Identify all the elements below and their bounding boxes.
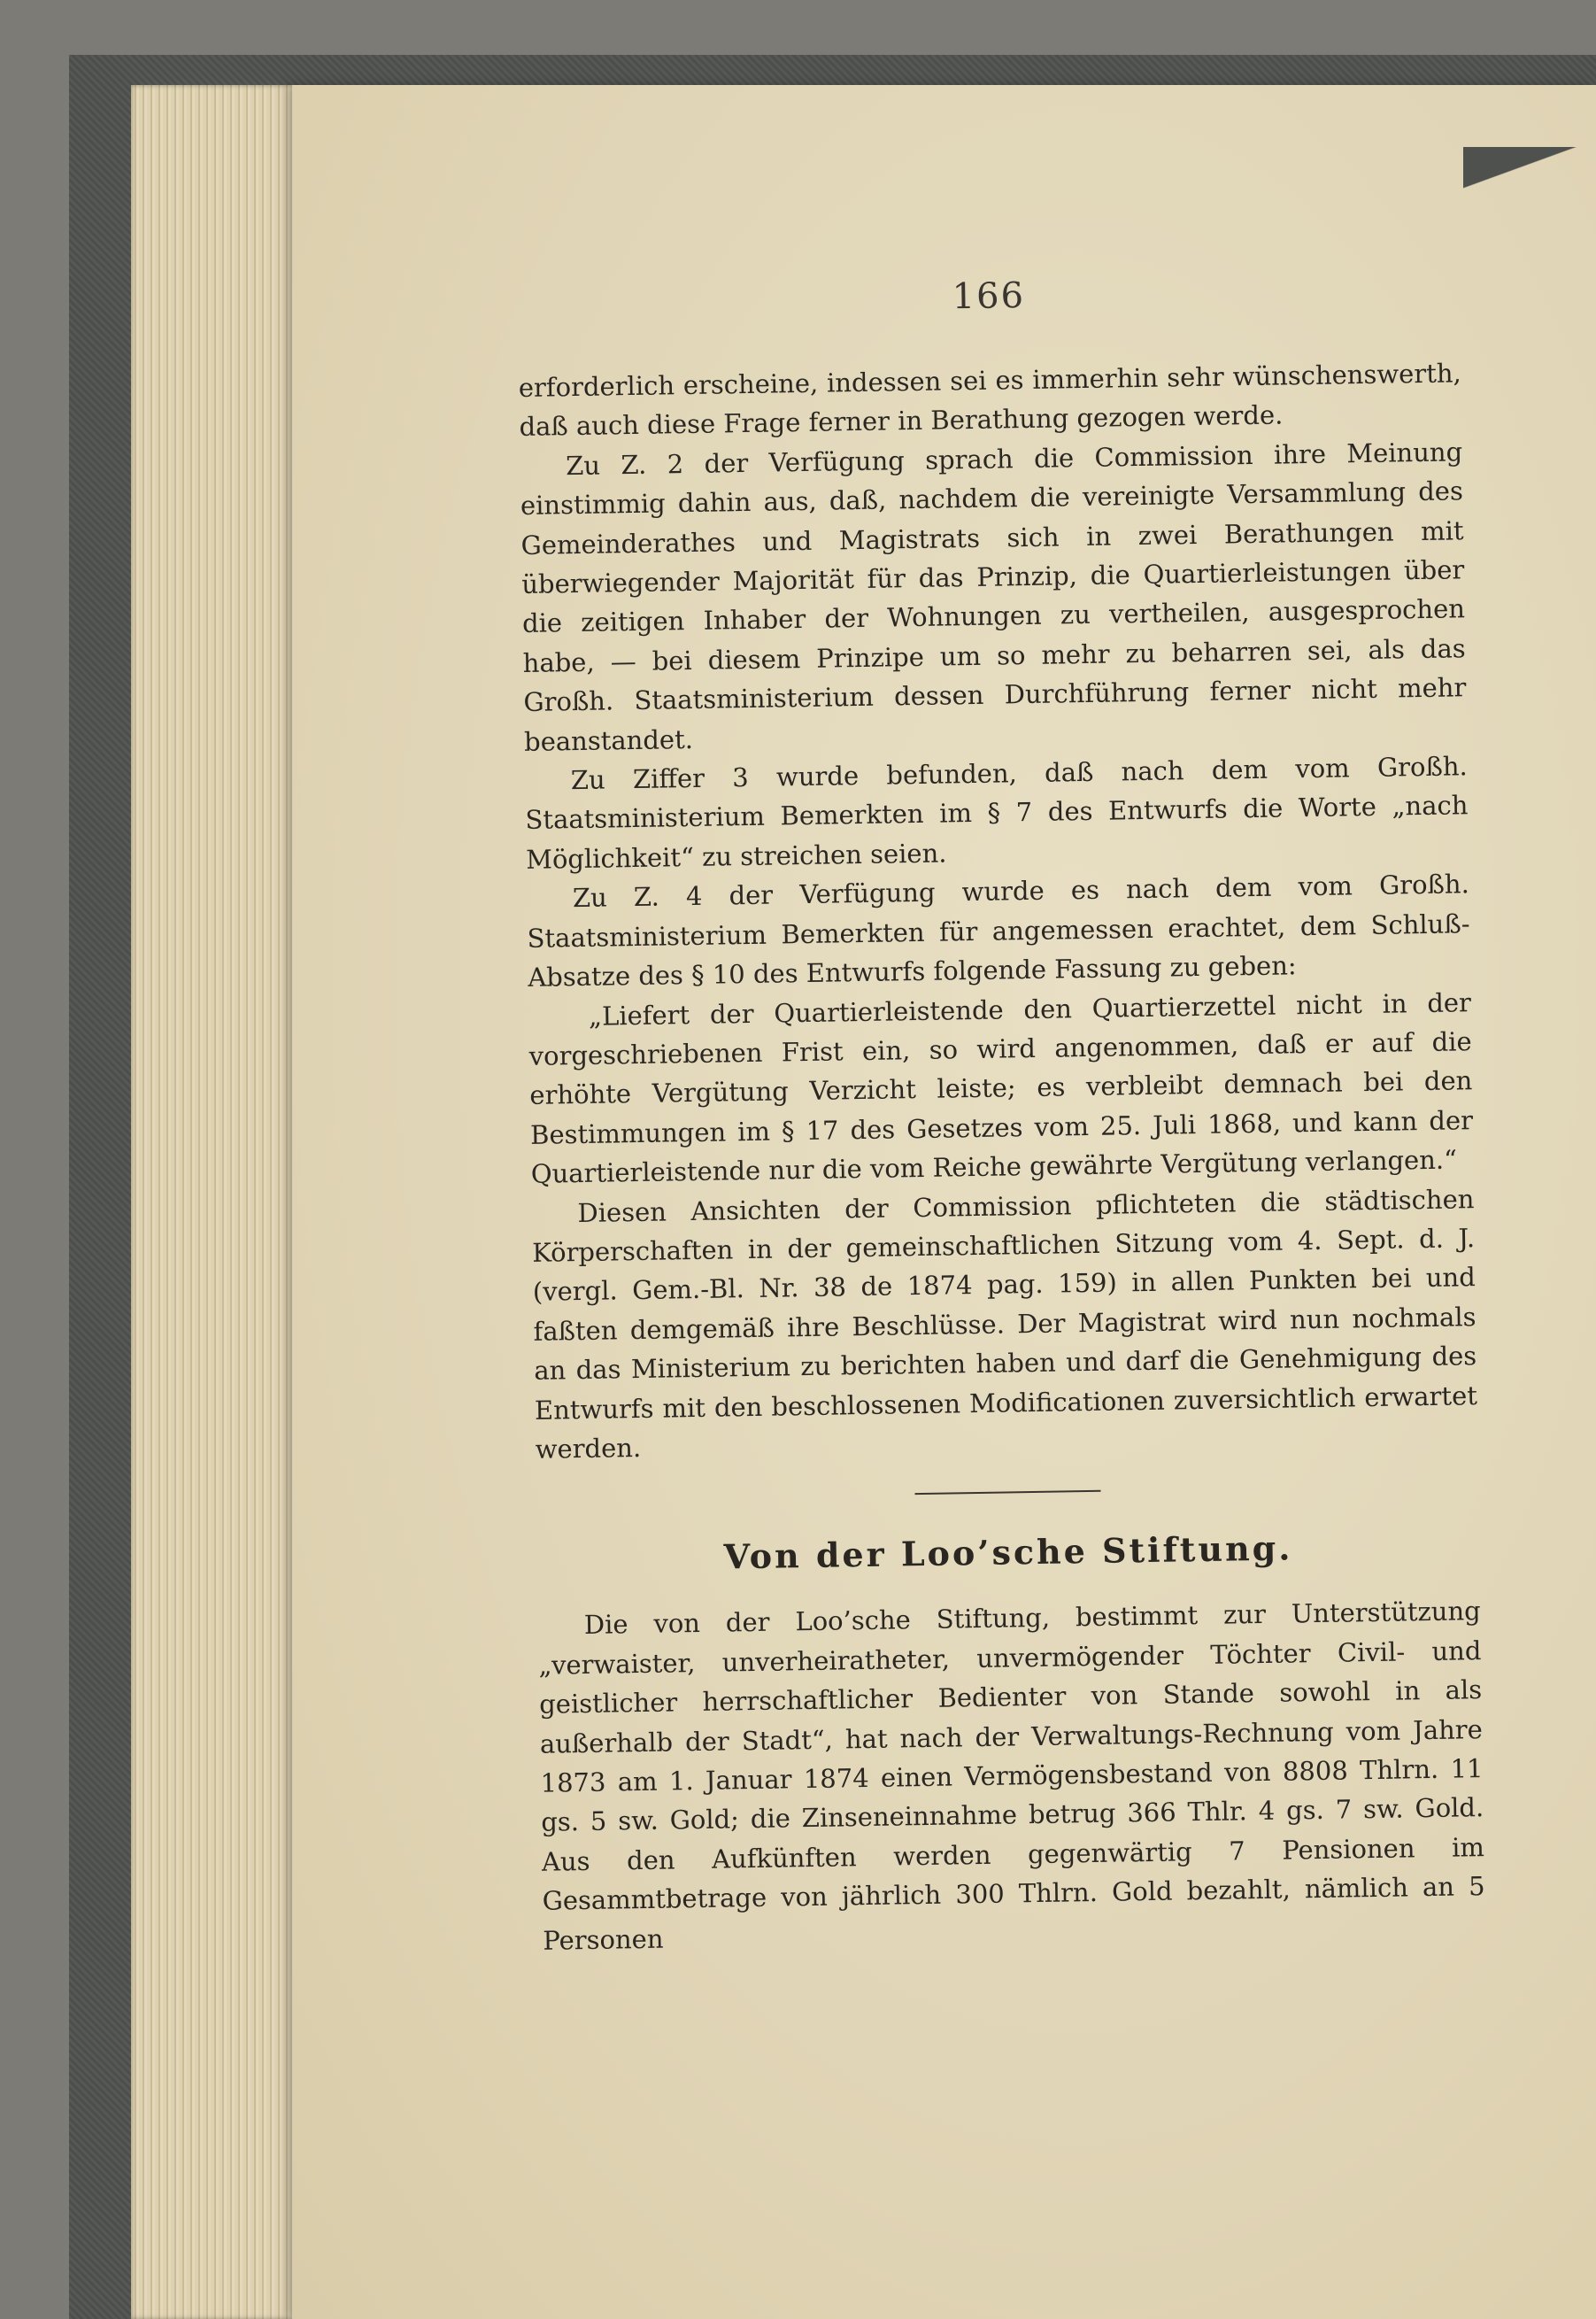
- paragraph-3: Zu Ziffer 3 wurde befunden, daß nach dem vom Großh. Staatsministerium Bemerkten im § 7 des Entwurfs die Worte „nach Möglichkeit“ zu streichen seien.: [525, 751, 1469, 875]
- paragraph-4: Zu Z. 4 der Verfügung wurde es nach dem vom Großh. Staatsministerium Bemerkten für angemessen erachtet, dem Schluß-Absatze des § 10 des Entwurfs folgende Fassung zu geben:: [527, 869, 1470, 993]
- paragraph-5: Diesen Ansichten der Commission pflichteten die städtischen Körperschaften in der gemeinschaftlichen Sitzung vom 4. Sept. d. J. (vergl. Gem.-Bl. Nr. 38 de 1874 pag. 159) in allen Punkten bei und faßten demgemäß ihre Beschlüsse. Der Magistrat wird nun nochmals an das Ministerium zu berichten haben und darf die Genehmigung des Entwurfs mit den beschlossenen Modificationen zuversichtlich erwartet werden.: [531, 1183, 1478, 1465]
- page-number: 166: [952, 274, 1026, 318]
- page-text: [517, 268, 1486, 1960]
- paragraph-1: erforderlich erscheine, indessen sei es immerhin sehr wünschenswerth, daß auch diese Frage ferner in Berathung gezogen werde.: [518, 358, 1461, 443]
- section-heading: Von der Loo’sche Stiftung.: [723, 1527, 1293, 1577]
- quoted-paragraph: „Liefert der Quartierleistende den Quartierzettel nicht in der vorgeschriebenen Frist ein, so wird angenommen, daß er auf die erhöhte Vergütung Verzicht leiste; es verbleibt demnach bei den Bestimmungen im § 17 des Gesetzes vom 25. Juli 1868, und kann der Quartierleistende nur die vom Reiche gewährte Vergütung verlangen.“: [528, 986, 1474, 1189]
- paragraph-2: Zu Z. 2 der Verfügung sprach die Commission ihre Meinung einstimmig dahin aus, daß, nachdem die vereinigte Versammlung des Gemeinderathes und Magistrats sich in zwei Berathungen mit überwiegender Majorität für das Prinzip, die Quartierleistungen über die zeitigen Inhaber der Wohnungen zu vertheilen, ausgesprochen habe, — bei diesem Prinzipe um so mehr zu beharren sei, als das Großh. Staatsministerium dessen Durchführung ferner nicht mehr beanstandet.: [520, 437, 1467, 757]
- page-edges: [131, 85, 299, 2319]
- section-paragraph: Die von der Loo’sche Stiftung, bestimmt zur Unterstützung „verwaister, unverheiratheter, unvermögender Töchter Civil- und geistlicher herrschaftlicher Bedienter von Stande sowohl in als außerhalb der Stadt“, hat nach der Verwaltungs-Rechnung vom Jahre 1873 am 1. Januar 1874 einen Vermögensbestand von 8808 Thlrn. 11 gs. 5 sw. Gold; die Zinseneinnahme betrug 366 Thlr. 4 gs. 7 sw. Gold. Aus den Aufkünften werden gegenwärtig 7 Pensionen im Gesammtbetrage von jährlich 300 Thlrn. Gold bezahlt, nämlich an 5 Personen: [538, 1596, 1485, 1956]
- section-divider: [914, 1490, 1100, 1495]
- page-corner: [1463, 147, 1596, 200]
